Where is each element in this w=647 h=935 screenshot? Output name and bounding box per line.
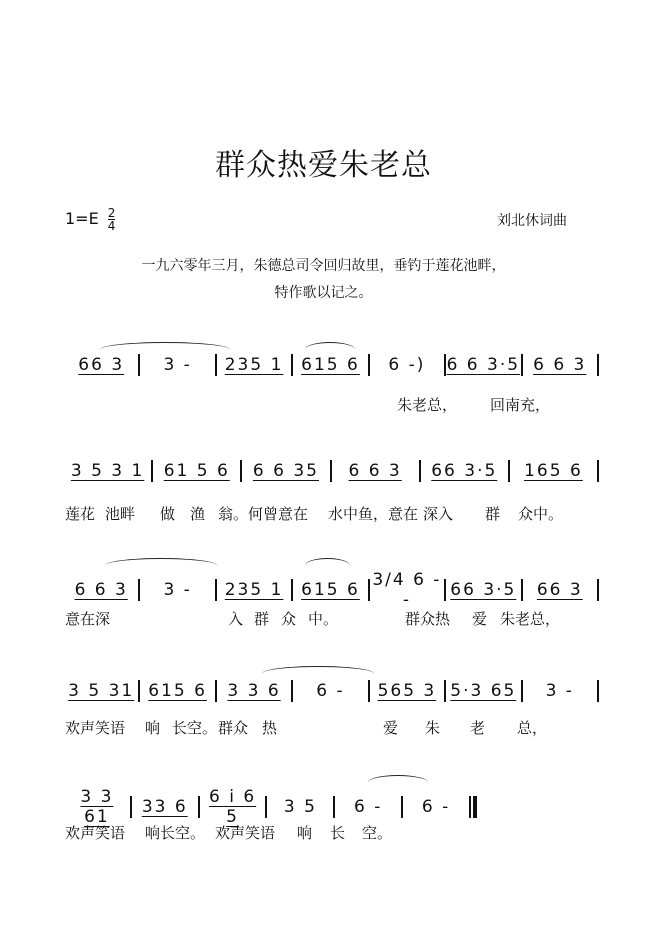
- measure: 66 3: [536, 580, 583, 600]
- lyric: 朱老总，: [500, 610, 561, 628]
- lyric: 莲花: [65, 505, 96, 523]
- lyric: 中。: [308, 610, 339, 628]
- notation-line-2: [64, 460, 599, 482]
- measure: 165 6: [524, 461, 583, 481]
- measure: 6 i 6 5: [208, 787, 257, 827]
- notation-line-5: [64, 787, 477, 827]
- notation-line-1: [64, 354, 599, 376]
- lyric: 群: [254, 610, 270, 628]
- lyric: 群众: [218, 719, 249, 737]
- measure: 61 5 6: [163, 461, 230, 481]
- measure: 3 3 61: [80, 787, 114, 827]
- measure: 3 5: [283, 797, 317, 817]
- lyric: 长: [330, 824, 346, 842]
- lyric: 欢声笑语: [215, 824, 276, 842]
- measure: 615 6: [301, 580, 360, 600]
- lyric: 翁。何曾意在: [218, 505, 309, 523]
- lyric: 爱: [383, 719, 399, 737]
- lyric: 爱: [472, 610, 488, 628]
- measure: 66 3·5: [431, 461, 498, 481]
- measure: 235 1: [224, 580, 284, 600]
- measure: 6 6 3: [348, 461, 402, 481]
- time-signature: $\frac{2}{4}$: [107, 206, 116, 233]
- intro-line-2: 特作歌以记之。: [274, 285, 373, 301]
- song-title: 群众热爱朱老总: [215, 148, 432, 183]
- measure: 6 -): [388, 355, 426, 375]
- measure: 3 5 3 1: [70, 461, 145, 481]
- measure: 6 6 3: [533, 355, 587, 375]
- measure: 3 -: [163, 355, 192, 375]
- composer: 刘北休词曲: [497, 213, 567, 229]
- lyric: 欢声笑语: [65, 824, 126, 842]
- lyric: 意在深: [65, 610, 111, 628]
- lyric: 朱老总，: [397, 396, 458, 414]
- measure: 6 -: [354, 797, 383, 817]
- lyric: 欢声笑语: [65, 719, 126, 737]
- measure: 33 6: [141, 797, 188, 817]
- measure: 235 1: [224, 355, 284, 375]
- notation-line-4: [64, 680, 599, 702]
- measure: 6 6 35: [252, 461, 319, 481]
- measure: 6 6 3: [74, 580, 128, 600]
- lyric: 众中。: [518, 505, 564, 523]
- lyric: 回南充，: [490, 396, 551, 414]
- lyric: 做: [160, 505, 176, 523]
- final-barline: [473, 796, 477, 818]
- measure: 3 -: [163, 580, 192, 600]
- key: 1=E: [65, 209, 99, 228]
- measure: 6 6 3·5: [446, 355, 521, 375]
- measure: 3/4 6 - -: [372, 570, 442, 610]
- measure: 66 3: [78, 355, 125, 375]
- lyric: 响: [297, 824, 313, 842]
- measure: 3 -: [545, 681, 574, 701]
- lyric: 众: [281, 610, 297, 628]
- measure: 615 6: [301, 355, 360, 375]
- lyric: 池畔: [105, 505, 136, 523]
- lyric: 朱: [425, 719, 441, 737]
- key-signature: [65, 207, 115, 232]
- lyric: 群众热: [405, 610, 451, 628]
- intro-line-1: 一九六零年三月，朱德总司令回归故里，垂钓于莲花池畔，: [141, 258, 506, 274]
- measure: 6 -: [316, 681, 345, 701]
- lyric: 入: [228, 610, 244, 628]
- lyric: 渔: [190, 505, 206, 523]
- measure: 6 -: [421, 797, 451, 817]
- measure: 3 5 31: [68, 681, 135, 701]
- measure: 615 6: [148, 681, 207, 701]
- lyric: 总，: [517, 719, 548, 737]
- lyric: 响长空。: [145, 824, 206, 842]
- slur: [262, 666, 374, 681]
- lyric: 热: [262, 719, 278, 737]
- notation-line-3: [64, 570, 599, 610]
- measure: 66 3·5: [450, 580, 517, 600]
- lyric: 长空。: [172, 719, 218, 737]
- measure: 5·3 65: [450, 681, 517, 701]
- lyric: 空。: [362, 824, 393, 842]
- lyric: 群: [485, 505, 501, 523]
- lyric: 老: [470, 719, 486, 737]
- measure: 3 3 6: [227, 681, 281, 701]
- lyric: 响: [145, 719, 161, 737]
- lyric: 水中鱼，意在: [328, 505, 419, 523]
- measure: 565 3: [377, 681, 437, 701]
- lyric: 深入: [423, 505, 454, 523]
